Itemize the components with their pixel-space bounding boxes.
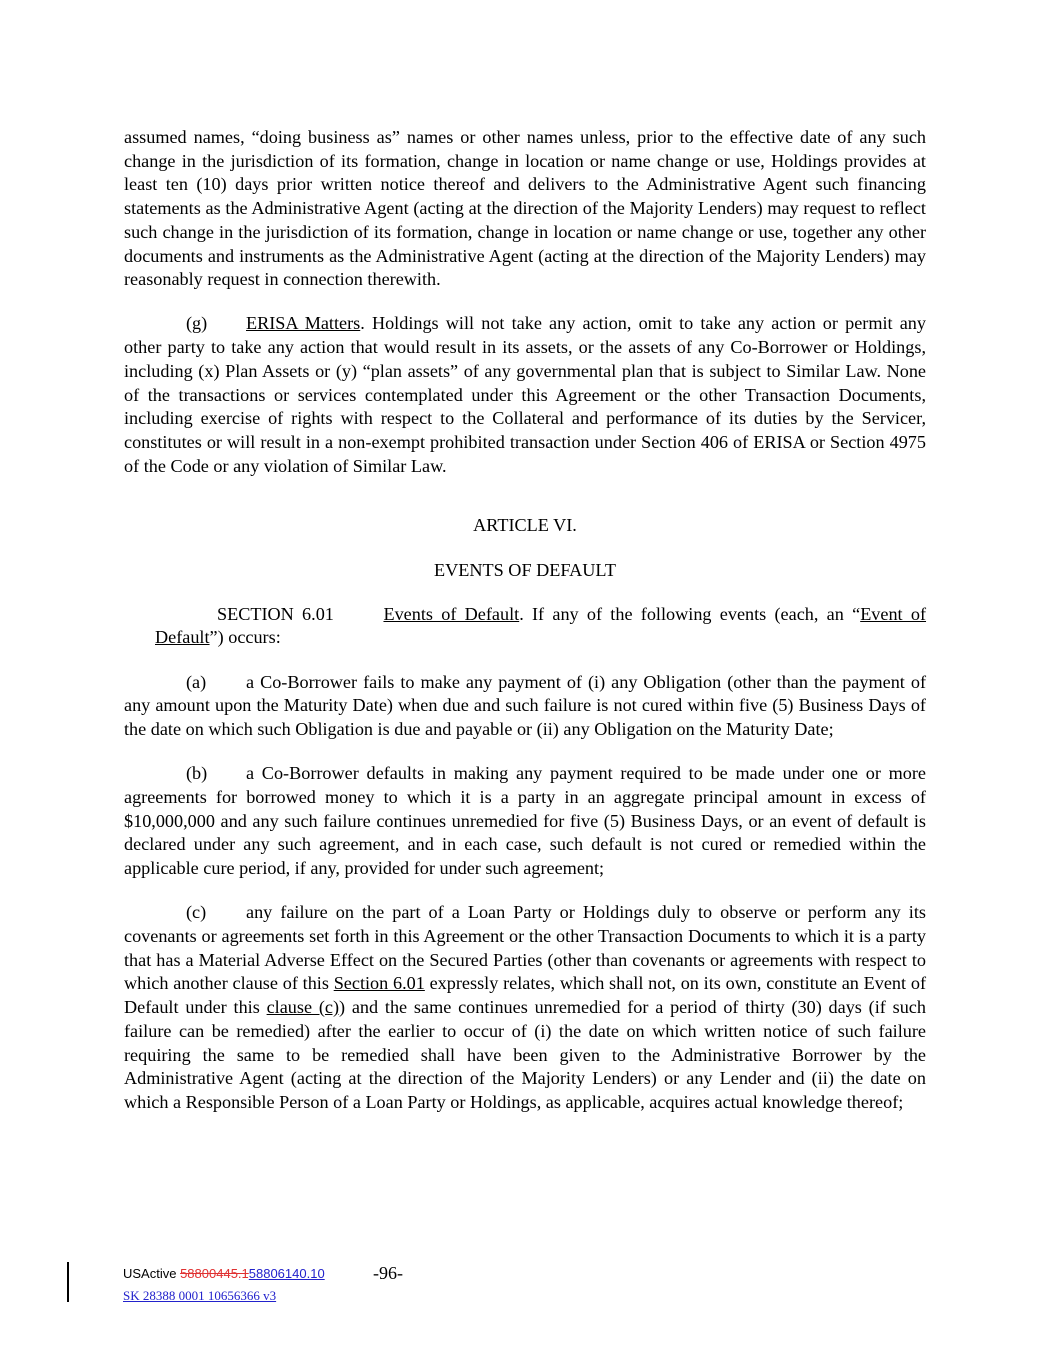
clause-label: (c) (186, 902, 207, 923)
clause-a (124, 671, 926, 742)
section-text: . If any of the following events (each, an “ (519, 603, 861, 624)
deleted-doc-number: 58800445.1 (180, 1266, 249, 1281)
paragraph-continued: assumed names, “doing business as” names or other names unless, prior to the effective date of any such change in the jurisdiction of its formation, change in location or name change or use, Holdings provides at least ten (10) days prior written notice thereof and delivers to the Administrative Agent such financing statements as the Administrative Agent (acting at the direction of the Majority Lenders) may request to reflect such change in the jurisdiction of its formation, change in location or name change or use, together any other documents and instruments as the Administrative Agent (acting at the direction of the Majority Lenders) may reasonably request in connection therewith. (124, 127, 926, 290)
section-label: SECTION 6.01 (217, 603, 334, 624)
footer-doc-id: SK 28388 0001 10656366 v3 (123, 1288, 277, 1303)
clause-text: any failure on the part of a Loan Party or Holdings duly to observe or perform any its covenants or agreements set forth in this Agreement or the other Transaction Documents to which it is a party that has a Material Adverse Effect on the Secured Parties (other than covenants or agreements with respect to which another clause of this (124, 902, 926, 994)
clause-text: expressly relates, which shall not, on its own, constitute an Event of Default under this (124, 973, 926, 1018)
clause-b (124, 762, 926, 881)
clause-text: . Holdings will not take any action, omit to take any action or permit any other party to take any action that would result in its assets, or the assets of any Co-Borrower or Holdings, including (x) Plan Assets or (y) “plan assets” of any governmental plan that is subject to Similar Law. None of the transactions or services contemplated under this Agreement or the other Transaction Documents, including exercise of rights with respect to the Collateral and performance of its duties by the Servicer, constitutes or will result in a non-exempt prohibited transaction under Section 406 of ERISA or Section 4975 of the Code or any violation of Similar Law. (124, 313, 926, 476)
defined-term: Event of Default (155, 603, 927, 648)
clause-heading: ERISA Matters (246, 313, 361, 334)
clause-label: (a) (186, 671, 207, 692)
footer-prefix: USActive (123, 1266, 181, 1281)
clause-text: ) and the same continues unremedied for a period of thirty (30) days (if such failure can be remedied) after the earlier to occur of (i) the date on which written notice of such failure requiring the same to be remedied shall have been given to the Administrative Borrower by the Administrative Agent (acting at the direction of the Majority Lenders) or any Lender and (ii) the date on which a Responsible Person of a Loan Party or Holdings, as applicable, acquires actual knowledge thereof; (124, 997, 926, 1112)
article-title: EVENTS OF DEFAULT (434, 559, 616, 580)
clause-label: (b) (186, 763, 208, 784)
cross-reference: Section 6.01 (333, 973, 425, 994)
clause-label: (g) (186, 313, 208, 334)
page-number: -96- (373, 1263, 403, 1283)
clause-g (124, 312, 926, 478)
clause-text: a Co-Borrower defaults in making any payment required to be made under one or more agreements for borrowed money to which it is a party in an aggregate principal amount in excess of $10,000,000 and any such failure continues unremedied for five (5) Business Days, or an event of default is declared under any such agreement, and in each case, such default is not cured or remedied within the applicable cure period, if any, provided for under such agreement; (124, 763, 926, 879)
inserted-doc-number: 58806140.10 (248, 1266, 325, 1281)
change-bar (67, 1262, 69, 1302)
section-heading: Events of Default (383, 603, 520, 624)
footer-doc-number (123, 1266, 325, 1281)
section-text: ”) occurs: (209, 627, 281, 648)
section-6-01 (155, 603, 926, 650)
clause-text: a Co-Borrower fails to make any payment of (i) any Obligation (other than the payment of any amount upon the Maturity Date) when due and such failure is not cured within five (5) Business Days of the date on which such Obligation is due and payable or (ii) any Obligation on the Maturity Date; (124, 671, 926, 740)
document-body (124, 126, 926, 1135)
clause-c (124, 901, 926, 1114)
cross-reference: clause (c) (266, 997, 340, 1018)
article-number: ARTICLE VI. (473, 515, 577, 536)
